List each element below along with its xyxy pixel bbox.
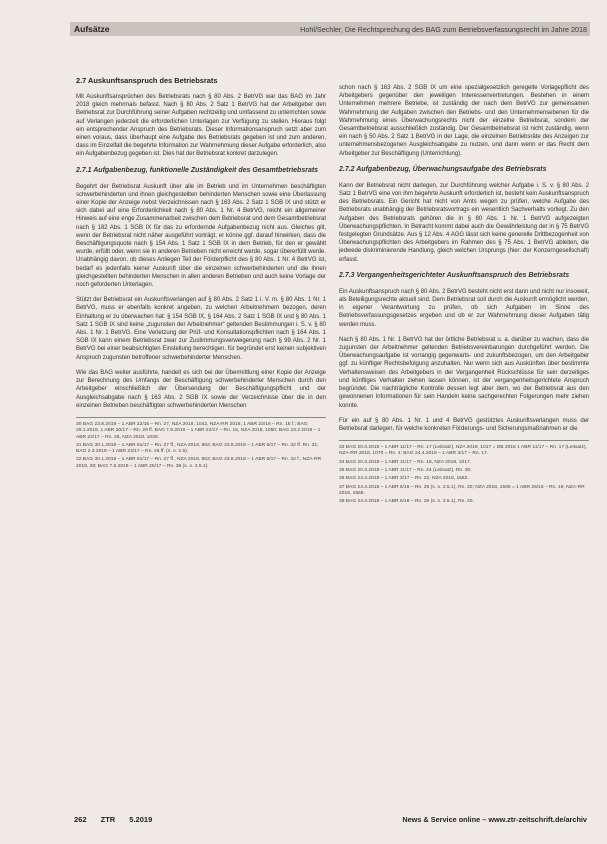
subsection-heading: 2.7.3 Vergangenheitsgerichteter Auskunftsanspruch des Betriebsrats [339, 271, 570, 279]
paragraph: Begehrt der Betriebsrat Auskunft über alle im Betrieb und im Unternehmen beschäftigten schwerbehinderten und ihnen gleichgestellten behinderten Menschen sowie eine Überlassung einer Kopie der Anzeige nebst Verzeichnissen nach § 163 Abs. 2 Satz 1 SGB IX und stützt er sich dabei auf eine Erforderlichkeit nach § 80 Abs. 1 Nr. 4 BetrVG, reicht ein allgemeiner Hinweis auf eine enge Zusammenarbeit zwischen dem Betriebsrat und dem Gesamtbetriebsrat nach § 182 Abs. 1 SGB IX für das zu erfordernde Aufgabenbezug nicht aus. Gleiches gilt, wenn der Betriebsrat nicht näher ausgeführt vorträgt, er könne ggf. darauf hinwirken, dass die Beschäftigungsquote nach § 154 Abs. 1 Satz 1 SGB IX in dem Betrieb, für den er gewählt wurde, erfüllt oder, wenn sie in anderen Betrieben nicht erreicht werde, sogar übererfüllt werde. Unabhängig davon, ob dieses Anliegen Teil der Förderpflicht des § 80 Abs. 1 Nr. 4 BetrVG ist, bedarf es jedenfalls keiner Auskunft über die einzelnen schwerbehinderten und die ihnen gleichgestellten behinderten Menschen in allen anderen Betrieben und auch keine Vorlage der noch geforderten Unterlagen. [76, 183, 326, 289]
footnote: 35 BAG 20.3.2018 – 1 ABR 11/17 – Rn. 24 (Leitsatz), Rn. 30. [339, 468, 472, 473]
paragraph: schon nach § 163 Abs. 2 SGB IX um eine spezialgesetzlich geregelte Vorlagepflicht des Arbeitgebers gegenüber den jeweiligen Interessenvertretungen. Bestehen in einem Unternehmen mehrere Betriebe, ist zuständig der nach dem BetrVG zur gemeinsamen Wahrnehmung der Aufgaben zwischen den Betriebs- und den Unternehmensebenen für die Wahrnehmung eines Überwachungsrechts nicht der einzelne Betriebsrat, sondern der Gesamtbetriebsrat ausschließlich zuständig. Der Gesamtbetriebsrat ist nicht zuständig, wenn ein nach § 50 Abs. 2 Satz 1 BetrVG in der Lage, die einzelnen Betriebsräte des Anzeigen zur unternehmensbezogenen Ausgleichsabgabe zu nutzen, und dann wenn er das Recht dem Arbeitgeber zur Beschäftigung (Unterrichtung). [339, 85, 589, 157]
footnote: 32 BAG 30.1.2018 – 1 ABR 61/17 – Rn. 27 ff., NZA 2018, 862; BAG 23.8.2018 – 1 ABR 6/17 – Rn. 32 f., NZA-RR 2019, 29; BAG 7.5.2019 – 1 ABR 25/17 – Rn. 38 (s. o. 2.5.1). [76, 457, 322, 469]
paragraph: Nach § 80 Abs. 1 Nr. 1 BetrVG hat der örtliche Betriebsrat u. a. darüber zu wachen, dass die zugunsten der Arbeitnehmer geltenden Betriebsvereinbarungen durchgeführt werden. Die Überwachungsaufgabe ist vorrangig gegenwarts- und zukunftsbezogen, um den Arbeitgeber ggf. zu künftiger Rechtsbefolgung anzuhalten. Nur wenn sich aus Auskünften über bestimmte Verhaltensweisen des Arbeitgebers in der Vergangenheit Rückschlüsse für sein derzeitiges und künftiges Verhalten ziehen lassen können, ist der vergangenheitsgerichtete Anspruch begründet. Die nachträgliche Kontrolle dessen legt aber dem, wo der Betriebsrat aus den gewonnenen Informationen für sein Handeln keine sachgerechten Folgerungen mehr ziehen konnte. [339, 336, 589, 409]
footnote: 37 BAG 24.4.2018 – 1 ABR 6/16 – Rn. 25 (s. o. 2.5.1), Rn. 30; NZA 2018, 1565 = 1 ABR 25/16 – Rn. 19, NZA-RR 2018, 1565. [339, 484, 585, 496]
paragraph: Für ein auf § 80 Abs. 1 Nr. 1 und 4 BetrVG gestütztes Auskunftsverlangen muss der Betriebsrat darlegen, für welche konkreten Förderungs- und Sicherungsmaßnahmen er die [339, 417, 589, 432]
subsection-heading: 2.7.2 Aufgabenbezug, Überwachungsaufgabe des Betriebsrats [339, 165, 547, 173]
page-footer-left [74, 815, 164, 824]
left-column [76, 76, 326, 472]
paragraph: Kann der Betriebsrat nicht darlegen, zur Durchführung welcher Aufgabe i. S. v. § 80 Abs. 2 Satz 1 BetrVG eine von ihm begehrte Auskunft erforderlich ist, besteht kein Auskunftsanspruch des Betriebsrats. Ein Gericht hat nicht von Amts wegen zu prüfen, welche Aufgabe des Betriebsrats unabhängig der Betriebsratsvortrags ein wesentlich Sachverhalts vorliegt. Zu den Aufgaben des Betriebsrats gehören die in § 80 Abs. 1 Nr. 1 BetrVG aufgezeigten Überwachungspflichten. In Betracht kommt dabei auch die Gewährleistung der in § 75 BetrVG festgelegten Grundsätze. Aus § 12 Abs. 4 AGG lässt sich keine generelle Drittbezogenheit von Überwachungspflichten des Arbeitgebers im Rahmen des § 75 Abs. 1 BetrVG ableiten, die jedwede diskriminierende Handlung, gleich welchen Ursprungs (hier: der Konzerngesellschaft) erfasst. [339, 182, 589, 263]
right-column [339, 84, 589, 507]
issue-number: 5.2019 [129, 815, 153, 824]
journal-name: ZTR [100, 815, 116, 824]
footnote: 34 BAG 20.3.2018 – 1 ABR 11/17 – Rn. 18, NZA 2018, 1017. [339, 459, 472, 465]
footnote: 38 BAG 24.4.2018 – 1 ABR 6/16 – Rn. 26 (s. o. 2.5.1), Rn. 20. [339, 499, 474, 505]
section-label: Aufsätze [74, 24, 110, 34]
footnote: 31 BAG 30.1.2018 – 1 ABR 61/17 – Rn. 27 ff., NZA 2018, 862; BAG 23.8.2018 – 1 ABR 6/17 – Rn. 32 ff. Rn. 31; BAG 2.3.2018 – 1 ABR 23/17 – Rn. 26 ff. (s. o. 2.5). [76, 442, 319, 455]
subsection-heading: 2.7.1 Aufgabenbezug, funktionelle Zuständigkeit des Gesamtbetriebsrats [76, 166, 319, 174]
paragraph: Stützt der Betriebsrat ein Auskunftsverlangen auf § 80 Abs. 2 Satz 1 i. V. m. § 80 Abs. 1 Nr. 1 BetrVG, muss er ebenfalls konkret angeben, zu welchen Arbeitnehmern bezogen, deren Einhaltung er zu überwachen hat: § 154 SGB IX, § 164 Abs. 2 Satz 1 SGB IX und § 80 Abs. 1 Satz 1 SGB IX sind keine „zugunsten der Arbeitnehmer“ geltenden Bestimmungen i. S. v. § 80 Abs. 1 Nr. 1 BetrVG. Eine Verletzung der Prüf- und Konsultationspflichten nach § 164 Abs. 1 SGB IX kann einem Betriebsrat zwar zur Zustimmungsverweigerung nach § 99 Abs. 2 Nr. 1 BetrVG bei einer beabsichtigten Einstellung berechtigen, für begründet erst keinen subjektiven Anspruch zugunsten betroffener schwerbehinderter Menschen. [76, 297, 326, 361]
paragraph: Wie das BAG weiter ausführte, handelt es sich bei der Übermittlung einer Kopie der Anzeige zur Berechnung des Umfangs der Beschäftigung schwerbehinderter Menschen durch den Arbeitgeber einschließlich der Übersendung der Beschäftigungspflicht und der Ausgleichsabgabe nach § 163 Abs. 2 SGB IX sowie der Verzeichnisse über die in den einzelnen Betrieben beschäftigten schwerbehinderten Menschen [76, 369, 326, 409]
footnote: 33 BAG 20.3.2018 – 1 ABR 11/17 – Rn. 17 (Leitsatz), NZA 2018, 1017 = DB 2018 1 ABR 11/17 – Rn. 17 (Leitsatz), NZA-RR 2018, 1070 = Rn. 4; BAG 24.4.2018 – 1 ABR 3/17 – Rn. 17. [339, 445, 587, 457]
section-heading: 2.7 Auskunftsanspruch des Betriebsrats [76, 76, 218, 85]
footnote: 30 BAG 23.8.2018 – 1 ABR 22/16 – Rn. 27, NZA 2018, 1042, NZA-RR 2018, 1 ABR 22/16 – Rn. 15 f.; BAG 29.1.2019, 1 ABR 20/17 – Rn. 29 ff. BAG 7.9.2018 – 1 ABR 22/17 – Rn. 15, NZA 2018, 1050; BAG 23.2.2018 – 1 ABR 22/17 – Rn. 26, NZA 2018, 1030. [76, 421, 321, 440]
footnote-divider [339, 440, 589, 441]
footnote-divider [76, 417, 326, 418]
paragraph: Ein Auskunftsanspruch nach § 80 Abs. 2 BetrVG besteht nicht erst dann und nicht nur insoweit, als Beteiligungsrechte aktuell sind. Dem Betriebsrat soll durch die Auskunft ermöglicht werden, in eigener Verantwortung zu prüfen, ob sich Aufgaben im Sinne des Betriebsverfassungsgesetzes ergeben und ob er zur Wahrnehmung dieser Aufgaben tätig werden muss. [339, 288, 589, 328]
running-header-title: Hohl/Sechler, Die Rechtsprechung des BAG zum Betriebsverfassungsrecht im Jahre 2018 [300, 25, 587, 34]
paragraph: Mit Auskunftsansprüchen des Betriebsrats nach § 80 Abs. 2 BetrVG war das BAG im Jahr 2018 gleich mehrmals befasst. Nach § 80 Abs. 2 Satz 1 BetrVG hat der Arbeitgeber den Betriebsrat zur Durchführung seiner Aufgaben rechtzeitig und umfassend zu unterrichten sowie auf Verlangen jederzeit die erforderlichen Unterlagen zur Verfügung zu stellen. Hieraus folgt ein entsprechender Anspruch des Betriebsrats. Dieser Informationsanspruch setzt aber zum einen voraus, dass überhaupt eine Aufgabe des Betriebsrats gegeben ist und zum anderen, dass im Einzelfall die begehrte Information zur Wahrnehmung dieser Aufgabe erforderlich, also ein Aufgabenbezug gegeben ist. Dies hat der Betriebsrat konkret darzulegen. [76, 94, 326, 158]
page-number: 262 [74, 815, 87, 824]
page-footer-right[interactable]: News & Service online – www.ztr-zeitschrift.de/archiv [402, 815, 587, 824]
footnote: 36 BAG 24.4.2018 – 1 ABR 3/17 – Rn. 22, NZA 2018, 1562. [339, 476, 469, 482]
